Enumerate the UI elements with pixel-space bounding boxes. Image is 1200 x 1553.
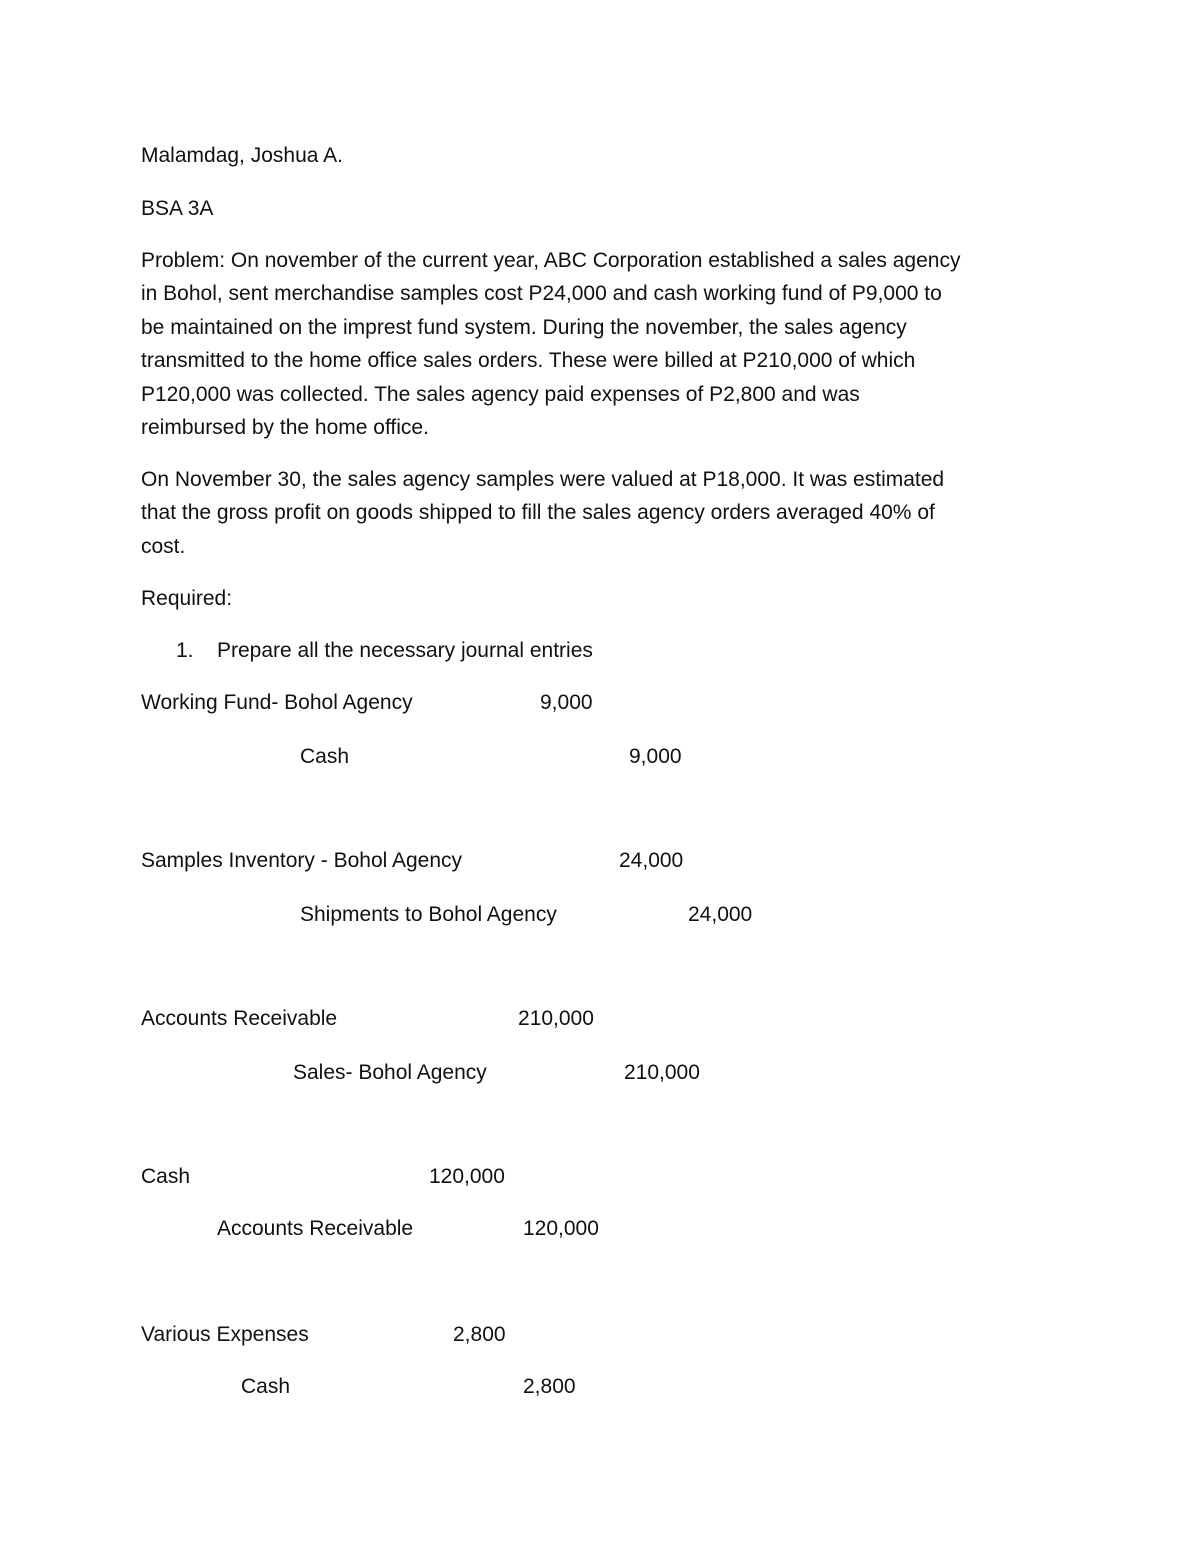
problem-line: transmitted to the home office sales orders. These were billed at P210,000 of which [141,349,916,373]
required-item-number: 1. [176,639,194,662]
journal-credit-amount: 24,000 [688,903,753,926]
journal-debit-amount: 2,800 [453,1323,506,1346]
journal-credit-account: Cash [300,745,350,768]
student-name: Malamdag, Joshua A. [141,144,343,167]
required-item-text: Prepare all the necessary journal entries [217,639,593,662]
problem-line: cost. [141,534,186,558]
problem-paragraph-1 [141,244,1061,444]
journal-debit-account: Working Fund- Bohol Agency [141,691,413,714]
problem-line: P120,000 was collected. The sales agency paid expenses of P2,800 and was [141,382,860,406]
journal-credit-amount: 9,000 [629,745,682,768]
journal-debit-amount: 210,000 [518,1007,594,1030]
journal-debit-amount: 24,000 [619,849,684,872]
student-section: BSA 3A [141,197,214,220]
journal-credit-account: Cash [241,1375,291,1398]
problem-line: be maintained on the imprest fund system. During the november, the sales agency [141,315,907,339]
problem-line: On November 30, the sales agency samples were valued at P18,000. It was estimated [141,468,945,491]
journal-debit-amount: 9,000 [540,691,593,714]
problem-line: that the gross profit on goods shipped to fill the sales agency orders averaged 40% of [141,501,935,525]
journal-debit-account: Samples Inventory - Bohol Agency [141,849,463,872]
journal-credit-account: Shipments to Bohol Agency [300,903,557,926]
journal-credit-amount: 120,000 [523,1217,599,1240]
journal-credit-account: Accounts Receivable [217,1217,414,1240]
problem-line: in Bohol, sent merchandise samples cost P24,000 and cash working fund of P9,000 to [141,282,942,306]
required-label: Required: [141,587,233,610]
journal-debit-account: Various Expenses [141,1323,309,1346]
journal-credit-account: Sales- Bohol Agency [293,1061,487,1084]
journal-debit-amount: 120,000 [429,1165,505,1188]
problem-line: Problem: On november of the current year, ABC Corporation established a sales agency [141,249,961,272]
problem-line: reimbursed by the home office. [141,416,429,440]
journal-debit-account: Accounts Receivable [141,1007,338,1030]
journal-credit-amount: 210,000 [624,1061,700,1084]
journal-debit-account: Cash [141,1165,191,1188]
problem-paragraph-2 [141,463,1061,563]
journal-credit-amount: 2,800 [523,1375,576,1398]
